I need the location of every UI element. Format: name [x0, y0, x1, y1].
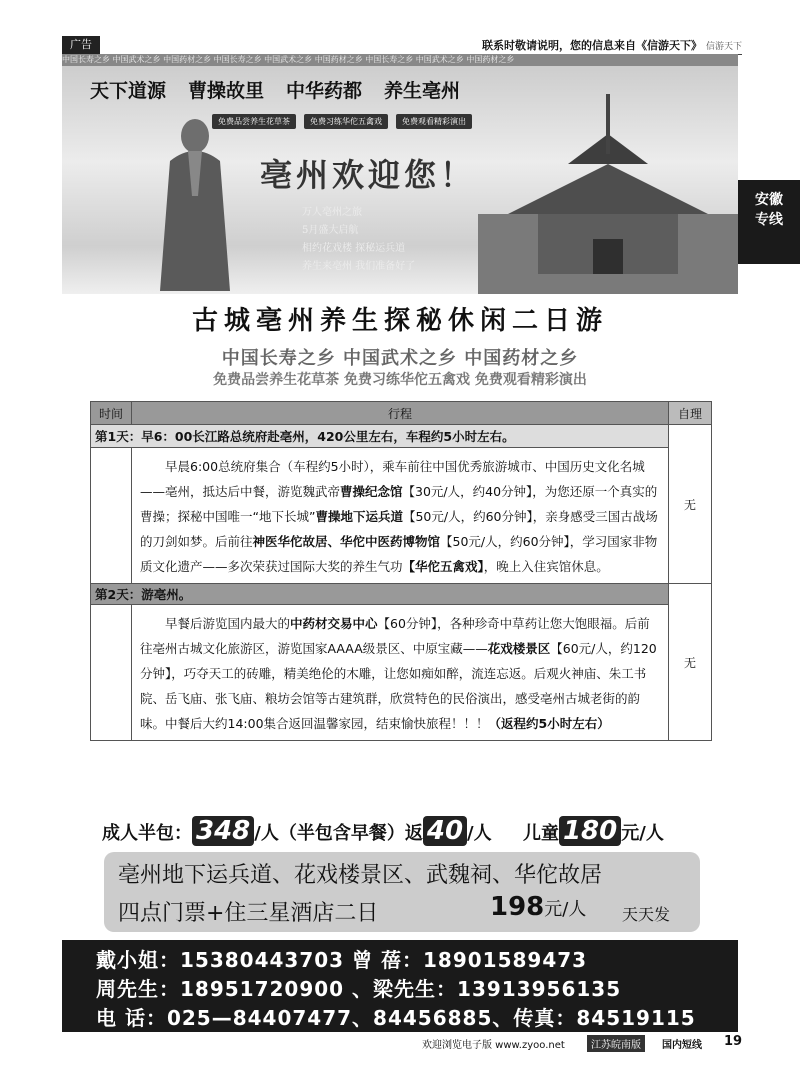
side-tab-line: 专线 [755, 212, 783, 228]
hero-banner [62, 54, 738, 294]
slogan: 天下道源 [90, 80, 167, 102]
package-inclusions: 四点门票+住三星酒店二日 [118, 901, 379, 926]
adult-label: 成人半包： [102, 823, 192, 844]
price-line [102, 816, 664, 846]
rebate-amount: 40 [423, 816, 467, 846]
day2-self-pay: 无 [669, 584, 712, 741]
day1-detail-row [91, 448, 712, 584]
itinerary-table [90, 401, 712, 741]
slogan: 养生亳州 [384, 80, 461, 102]
section-tab-anhui [738, 180, 800, 264]
day1-description: 早晨6:00总统府集合（车程约5小时），乘车前往中国优秀旅游城市、中国历史文化名城——亳州，抵达后中餐，游览魏武帝曹操纪念馆【30元/人，约40分钟】，为您还原一个真实的曹操；探秘中国唯一“地下长城”曹操地下运兵道【50元/人，约60分钟】，亲身感受三国古战场的刀剑如梦。后前往神医华佗故居、华佗中医药博物馆【50元/人，约60分钟】，学习国家非物质文化遗产——多次荣获过国际大奖的养生气功【华佗五禽戏】，晚上入住宾馆休息。 [132, 448, 669, 584]
ad-tag: 广告 [62, 36, 100, 54]
page-title: 古城亳州养生探秘休闲二日游 [191, 306, 608, 336]
slogan: 曹操故里 [188, 80, 265, 102]
publisher-logo: 信游天下 [705, 42, 742, 52]
side-tab-line: 安徽 [755, 192, 783, 208]
day2-label: 第2天：游亳州。 [91, 584, 669, 605]
cao-cao-statue-image [150, 106, 240, 294]
subtitle-honors: 中国长寿之乡 中国武术之乡 中国药材之乡 [221, 348, 579, 369]
feature-pill: 免费品尝养生花草茶 [212, 114, 296, 129]
header-self-pay: 自理 [669, 402, 712, 425]
day2-detail-row [91, 605, 712, 741]
feature-pill: 免费习练华佗五禽戏 [304, 114, 388, 129]
child-price: 180 [559, 816, 621, 846]
contact-line: 电 话：025—84407477、84456885、传真：84519115 [96, 1006, 696, 1030]
header-time: 时间 [91, 402, 132, 425]
slogan: 中华药都 [286, 80, 363, 102]
package-price: 198元/人 [490, 892, 587, 922]
poem-line: 相约花戏楼 探秘运兵道 [302, 243, 406, 254]
footer-edition: 江苏皖南版 [587, 1035, 645, 1052]
package-attractions: 亳州地下运兵道、花戏楼景区、武魏祠、华佗故居 [118, 863, 603, 888]
table-header-row [91, 402, 712, 425]
day1-self-pay: 无 [669, 425, 712, 584]
page-number: 19 [724, 1034, 743, 1049]
day2-time-cell [91, 605, 132, 741]
package-box [104, 852, 700, 932]
contact-line: 周先生：18951720900 、梁先生：13913956135 [96, 977, 622, 1001]
feature-pill: 免费观看精彩演出 [396, 114, 472, 129]
contact-line: 戴小姐：15380443703 曾 蓓：18901589473 [96, 948, 588, 972]
banner-slogans [90, 76, 460, 103]
page-footer [62, 1034, 743, 1052]
rebate-unit: /人 [467, 823, 492, 844]
temple-image [478, 94, 738, 294]
poem-line: 万人亳州之旅 [302, 207, 362, 218]
adult-price: 348 [192, 816, 254, 846]
subtitle-freebies: 免费品尝养生花草茶 免费习练华佗五禽戏 免费观看精彩演出 [213, 372, 587, 388]
day1-time-cell [91, 448, 132, 584]
feature-pills [212, 114, 472, 129]
poem-line: 5月盛大启航 [302, 225, 359, 236]
child-label: 儿童 [522, 823, 559, 844]
banner-ticker: 中国长寿之乡 中国武术之乡 中国药材之乡 中国长寿之乡 中国武术之乡 中国药材之乡 中国长寿之乡 中国武术之乡 中国药材之乡 [62, 54, 738, 66]
poem-line: 养生来亳州 我们准备好了 [302, 261, 416, 272]
departure-frequency: 天天发 [622, 905, 671, 924]
day2-description: 早餐后游览国内最大的中药材交易中心【60分钟】，各种珍奇中草药让您大饱眼福。后前往亳州古城文化旅游区，游览国家AAAA级景区、中原宝藏——花戏楼景区【60元/人，约120分钟】，巧夺天工的砖雕，精美绝伦的木雕，让您如痴如醉，流连忘返。后观火神庙、朱工书院、岳飞庙、张飞庙、粮坊会馆等古建筑群，欣赏特色的民俗演出，感受亳州古城老街的韵味。中餐后大约14:00集合返回温馨家园，结束愉快旅程！！！（返程约5小时左右） [132, 605, 669, 741]
banner-poem [302, 204, 415, 276]
day1-label: 第1天：早6：00长江路总统府赴亳州，420公里左右，车程约5小时左右。 [91, 425, 669, 448]
header-itinerary: 行程 [132, 402, 669, 425]
day1-label-row [91, 425, 712, 448]
source-note: 联系时敬请说明，您的信息来自《信游天下》 [482, 39, 702, 52]
day2-label-row [91, 584, 712, 605]
adult-note: /人（半包含早餐）返 [254, 823, 423, 844]
footer-website: 欢迎浏览电子版 www.zyoo.net [422, 1040, 565, 1051]
footer-section: 国内短线 [662, 1040, 702, 1051]
top-bar [62, 36, 742, 55]
child-unit: 元/人 [621, 823, 664, 844]
welcome-text: 亳州欢迎您！ [260, 156, 477, 194]
contact-block [62, 940, 738, 1032]
